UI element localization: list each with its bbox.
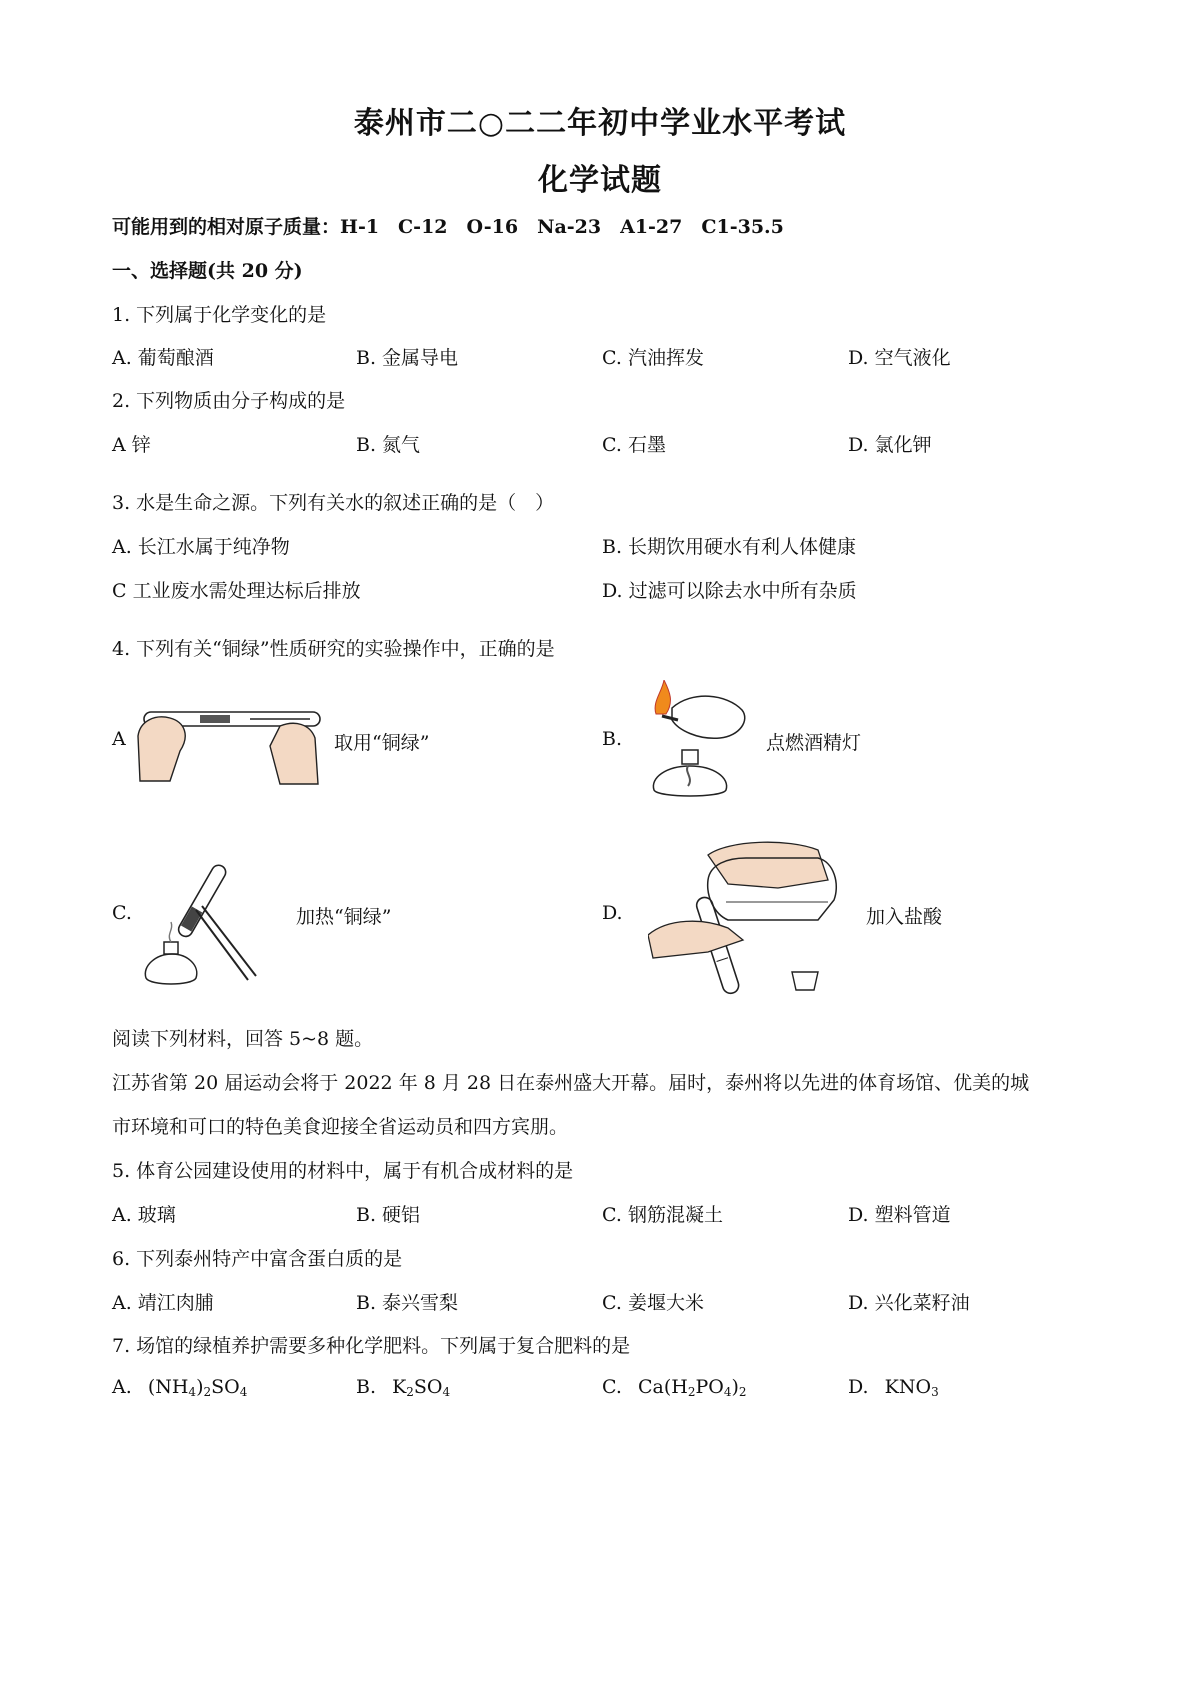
q7-option-d-letter: D. (848, 1376, 869, 1398)
q6-option-d: D. 兴化菜籽油 (848, 1292, 970, 1314)
q5-option-d: D. 塑料管道 (848, 1204, 951, 1226)
q3-option-c: C 工业废水需处理达标后排放 (112, 580, 361, 602)
q4-figure-d (648, 840, 858, 1000)
exam-title: 泰州市二○二二年初中学业水平考试 (353, 106, 847, 141)
q1-stem: 1. 下列属于化学变化的是 (112, 304, 327, 326)
q4-option-b-caption: 点燃酒精灯 (766, 732, 862, 754)
q5-option-c: C. 钢筋混凝土 (602, 1204, 723, 1226)
q4-option-c-letter: C. (112, 902, 132, 924)
q7-option-c-formula: $Ca(H_2PO_4)_2$ (637, 1376, 747, 1399)
q7-option-b-formula: $K_2SO_4$ (392, 1376, 451, 1399)
q7-stem: 7. 场馆的绿植养护需要多种化学肥料。下列属于复合肥料的是 (112, 1335, 631, 1357)
q1-option-c: C. 汽油挥发 (602, 347, 704, 369)
q7-option-b (356, 1376, 450, 1399)
exam-subtitle: 化学试题 (538, 163, 662, 198)
q7-option-d-formula: $KNO_3$ (884, 1376, 939, 1399)
q3-option-b: B. 长期饮用硬水有利人体健康 (602, 536, 857, 558)
q4-option-b-letter: B. (602, 728, 623, 750)
q2-option-a: A 锌 (112, 434, 151, 456)
q4-figure-c (138, 850, 278, 990)
q6-option-b: B. 泰兴雪梨 (356, 1292, 459, 1314)
q5-stem: 5. 体育公园建设使用的材料中，属于有机合成材料的是 (112, 1160, 574, 1182)
q7-option-c-letter: C. (602, 1376, 622, 1398)
q7-option-a-letter: A. (112, 1376, 132, 1398)
q7-option-b-letter: B. (356, 1376, 377, 1398)
q5-option-a: A. 玻璃 (112, 1204, 176, 1226)
q1-option-d: D. 空气液化 (848, 347, 951, 369)
reading-paragraph-line-1: 江苏省第 20 届运动会将于 2022 年 8 月 28 日在泰州盛大开幕。届时，泰州将以先进的体育场馆、优美的城 (112, 1072, 1030, 1094)
q2-stem: 2. 下列物质由分子构成的是 (112, 390, 346, 412)
q4-option-d-caption: 加入盐酸 (866, 906, 943, 928)
q7-option-c (602, 1376, 747, 1399)
q3-option-a: A. 长江水属于纯净物 (112, 536, 290, 558)
q2-option-c: C. 石墨 (602, 434, 666, 456)
reading-paragraph-line-2: 市环境和可口的特色美食迎接全省运动员和四方宾朋。 (112, 1116, 569, 1138)
q4-option-a-caption: 取用“铜绿” (334, 732, 430, 754)
atomic-mass-line: 可能用到的相对原子质量：H-1 C-12 O-16 Na-23 A1-27 C1-35.5 (112, 216, 784, 238)
q4-option-d-letter: D. (602, 902, 623, 924)
q2-option-b: B. 氮气 (356, 434, 421, 456)
q2-option-d: D. 氯化钾 (848, 434, 932, 456)
q4-option-c-caption: 加热“铜绿” (296, 906, 392, 928)
q6-option-a: A. 靖江肉脯 (112, 1292, 214, 1314)
q7-option-a-formula: $(NH_4)_2SO_4$ (147, 1376, 248, 1399)
q1-option-a: A. 葡萄酿酒 (112, 347, 214, 369)
q4-stem: 4. 下列有关“铜绿”性质研究的实验操作中，正确的是 (112, 638, 555, 660)
q1-option-b: B. 金属导电 (356, 347, 459, 369)
q4-figure-a (130, 696, 330, 791)
section-heading: 一、选择题(共 20 分) (112, 260, 303, 282)
reading-intro: 阅读下列材料，回答 5~8 题。 (112, 1028, 374, 1050)
q4-option-a-letter: A (112, 728, 126, 750)
q7-option-d (848, 1376, 939, 1399)
q3-stem: 3. 水是生命之源。下列有关水的叙述正确的是（ ） (112, 492, 555, 514)
q4-figure-b (632, 680, 762, 810)
q7-option-a (112, 1376, 247, 1399)
q6-option-c: C. 姜堰大米 (602, 1292, 704, 1314)
q6-stem: 6. 下列泰州特产中富含蛋白质的是 (112, 1248, 403, 1270)
q5-option-b: B. 硬铝 (356, 1204, 421, 1226)
q3-option-d: D. 过滤可以除去水中所有杂质 (602, 580, 857, 602)
